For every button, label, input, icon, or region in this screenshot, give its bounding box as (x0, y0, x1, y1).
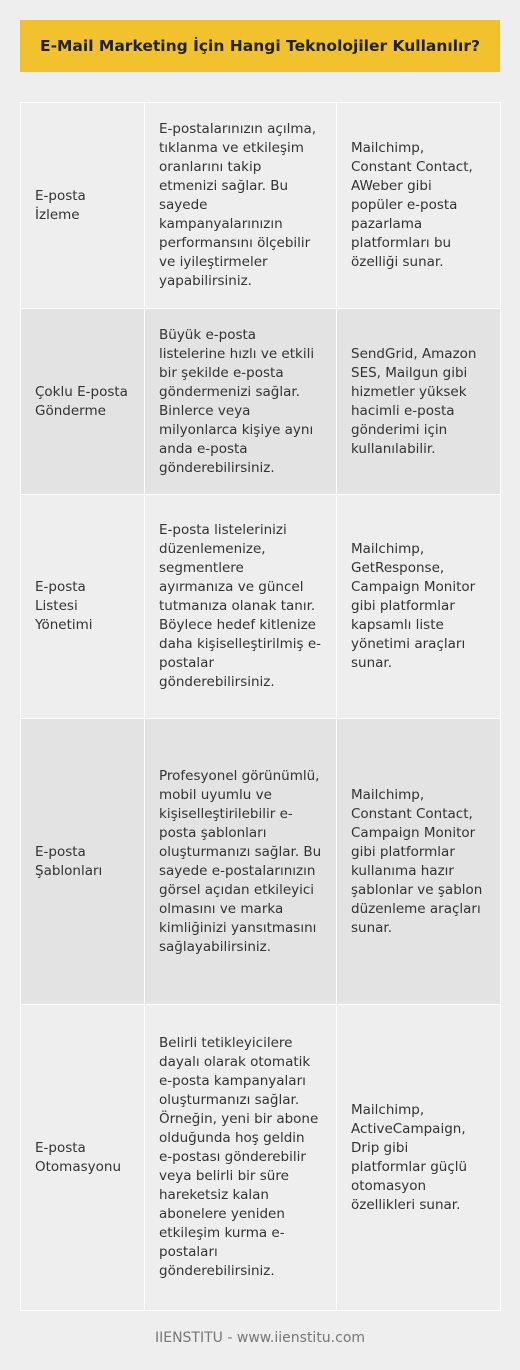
tools-cell: Mailchimp, Constant Contact, Campaign Monitor gibi platformlar kullanıma hazır şablonlar ve şablon düzenleme araçları sunar. (337, 719, 501, 1005)
feature-cell: E-posta İzleme (21, 103, 145, 309)
tools-cell: Mailchimp, GetResponse, Campaign Monitor gibi platformlar kapsamlı liste yönetimi araçları sunar. (337, 495, 501, 719)
feature-cell: E-posta Şablonları (21, 719, 145, 1005)
table-row (21, 495, 501, 719)
title-banner (20, 20, 500, 72)
description-cell: E-postalarınızın açılma, tıklanma ve etkileşim oranlarını takip etmenizi sağlar. Bu sayede kampanyalarınızın performansını ölçebilir ve iyileştirmeler yapabilirsiniz. (145, 103, 337, 309)
tools-cell: Mailchimp, Constant Contact, AWeber gibi popüler e-posta pazarlama platformları bu özelliği sunar. (337, 103, 501, 309)
description-cell: Büyük e-posta listelerine hızlı ve etkili bir şekilde e-posta göndermenizi sağlar. Binlerce veya milyonlarca kişiye aynı anda e-posta gönderebilirsiniz. (145, 309, 337, 495)
page-title: E-Mail Marketing İçin Hangi Teknolojiler Kullanılır? (39, 37, 481, 55)
table-row (21, 1005, 501, 1311)
tools-cell: SendGrid, Amazon SES, Mailgun gibi hizmetler yüksek hacimli e-posta gönderimi için kullanılabilir. (337, 309, 501, 495)
technology-table (20, 102, 501, 1311)
description-cell: Belirli tetikleyicilere dayalı olarak otomatik e-posta kampanyaları oluşturmanızı sağlar. Örneğin, yeni bir abone olduğunda hoş geldin e-postası gönderebilir veya belirli bir süre hareketsiz kalan abonelere yeniden etkileşim kurma e-postaları gönderebilirsiniz. (145, 1005, 337, 1311)
tools-cell: Mailchimp, ActiveCampaign, Drip gibi platformlar güçlü otomasyon özellikleri sunar. (337, 1005, 501, 1311)
table-row (21, 719, 501, 1005)
description-cell: Profesyonel görünümlü, mobil uyumlu ve kişiselleştirilebilir e-posta şablonları oluşturmanızı sağlar. Bu sayede e-postalarınızın görsel açıdan etkileyici olmasını ve marka kimliğinizi yansıtmasını sağlayabilirsiniz. (145, 719, 337, 1005)
feature-cell: Çoklu E-posta Gönderme (21, 309, 145, 495)
footer-credit: IIENSTITU - www.iienstitu.com (154, 1330, 366, 1346)
feature-cell: E-posta Listesi Yönetimi (21, 495, 145, 719)
table-row (21, 309, 501, 495)
description-cell: E-posta listelerinizi düzenlemenize, segmentlere ayırmanıza ve güncel tutmanıza olanak tanır. Böylece hedef kitlenize daha kişiselleştirilmiş e-postalar gönderebilirsiniz. (145, 495, 337, 719)
feature-cell: E-posta Otomasyonu (21, 1005, 145, 1311)
table-row (21, 103, 501, 309)
